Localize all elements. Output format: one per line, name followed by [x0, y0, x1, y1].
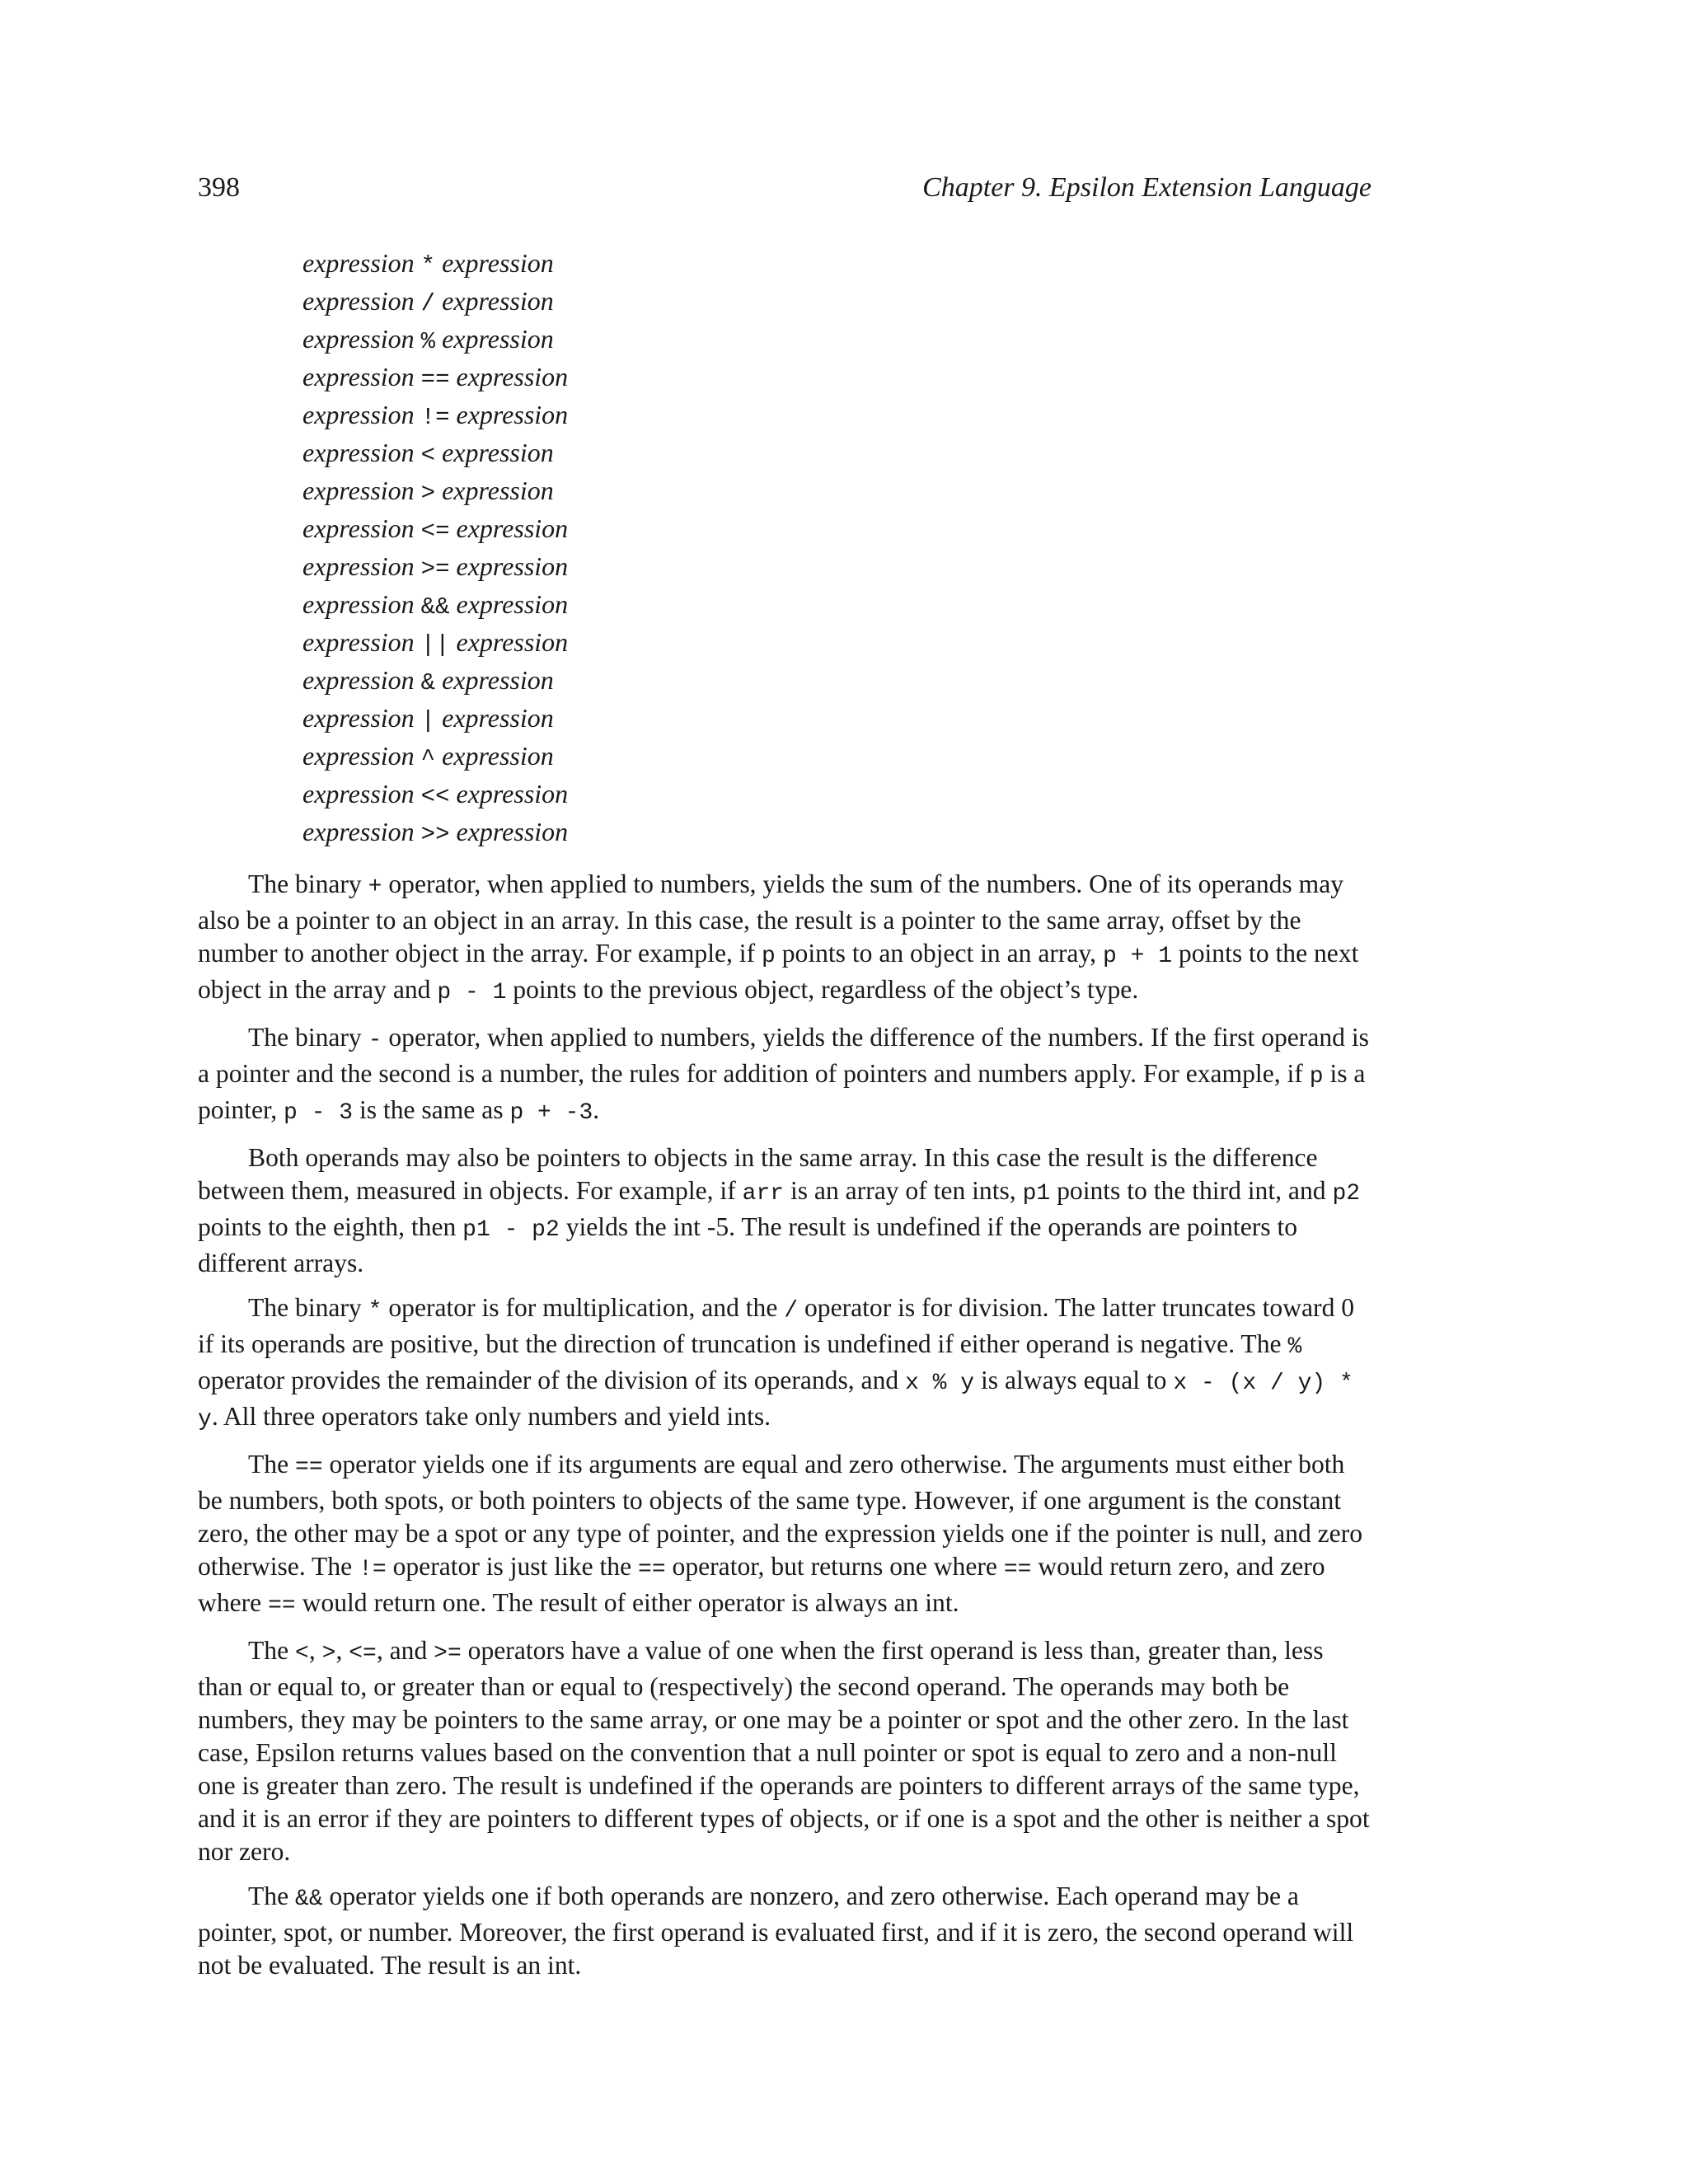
- text-run: points to the previous object, regardless of the object’s type.: [506, 975, 1139, 1004]
- text-run: .: [593, 1095, 600, 1124]
- operator-symbol: %: [420, 328, 436, 355]
- right-operand: expression: [456, 400, 569, 429]
- inline-code: p2: [1332, 1181, 1361, 1207]
- operator-symbol: <<: [420, 783, 450, 810]
- grammar-rule: [302, 244, 568, 282]
- text-run: The binary: [248, 1293, 368, 1322]
- text-run: yields the int -5. The result is undefined if the operands are pointers to different arrays.: [198, 1212, 1298, 1277]
- text-run: would return one. The result of either operator is always an int.: [295, 1588, 959, 1617]
- text-run: operator is for division. The latter truncates toward 0 if its operands are positive, but the direction of truncation is undefined if either operand is negative. The: [198, 1293, 1355, 1358]
- left-operand: expression: [302, 362, 415, 391]
- right-operand: expression: [456, 627, 569, 657]
- grammar-rule: [302, 699, 568, 737]
- grammar-rule: [302, 396, 568, 434]
- inline-code: x - (x / y) * y: [198, 1371, 1353, 1432]
- operator-symbol: ==: [420, 366, 450, 393]
- text-run: is the same as: [353, 1095, 510, 1124]
- text-run: Both operands may also be pointers to objects in the same array. In this case the result is the difference between them, measured in objects. For example, if: [198, 1143, 1318, 1205]
- inline-code: arr: [742, 1181, 785, 1207]
- body-paragraph: [198, 1021, 1372, 1130]
- text-run: operators have a value of one when the first operand is less than, greater than, less than or equal to, or greater than or equal to (respectively) the second operand. The operands may both be numbers, they may be pointers to the same array, or one may be a pointer or spot and the other zero. In the last case, Epsilon returns values based on the convention that a null pointer or spot is equal to zero and a non-null one is greater than zero. The result is undefined if the operands are pointers to different arrays of the same type, and it is an error if they are pointers to different types of objects, or if one is a spot and the other is neither a spot nor zero.: [198, 1636, 1370, 1866]
- right-operand: expression: [456, 362, 569, 391]
- operator-symbol: &: [420, 669, 436, 696]
- grammar-rule: [302, 775, 568, 813]
- right-operand: expression: [442, 665, 554, 695]
- right-operand: expression: [456, 779, 569, 808]
- inline-code: p: [1309, 1064, 1324, 1090]
- left-operand: expression: [302, 665, 415, 695]
- text-run: points to the third int, and: [1050, 1176, 1333, 1205]
- page-number: 398: [198, 172, 240, 203]
- right-operand: expression: [456, 551, 569, 581]
- inline-code: p - 3: [284, 1100, 354, 1126]
- left-operand: expression: [302, 627, 415, 657]
- right-operand: expression: [442, 248, 554, 278]
- left-operand: expression: [302, 324, 415, 354]
- left-operand: expression: [302, 779, 415, 808]
- right-operand: expression: [442, 438, 554, 467]
- inline-code: -: [368, 1028, 382, 1053]
- left-operand: expression: [302, 551, 415, 581]
- operator-symbol: <=: [420, 518, 450, 545]
- operator-symbol: |: [420, 707, 436, 734]
- body-paragraph: [198, 1448, 1372, 1623]
- text-run: operator, when applied to numbers, yields the difference of the numbers. If the first operand is a pointer and the second is a number, the rules for addition of pointers and numbers apply. For example, if: [198, 1023, 1369, 1088]
- inline-code: <: [295, 1641, 309, 1666]
- body-text: [198, 868, 1372, 1994]
- grammar-rule: [302, 358, 568, 396]
- body-paragraph: [198, 1141, 1372, 1280]
- inline-code: +: [368, 874, 382, 900]
- operator-symbol: ||: [420, 631, 450, 658]
- inline-code: ==: [268, 1593, 296, 1619]
- inline-code: p - 1: [437, 980, 507, 1005]
- operator-symbol: &&: [420, 593, 450, 621]
- operator-symbol: !=: [420, 404, 450, 431]
- right-operand: expression: [442, 741, 554, 771]
- text-run: operator is just like the: [386, 1552, 639, 1581]
- inline-code: !=: [359, 1557, 387, 1582]
- left-operand: expression: [302, 476, 415, 505]
- inline-code: %: [1287, 1334, 1302, 1360]
- text-run: ,: [335, 1636, 349, 1665]
- inline-code: x % y: [905, 1371, 975, 1396]
- text-run: . All three operators take only numbers and yield ints.: [211, 1402, 771, 1431]
- operator-symbol: <: [420, 442, 436, 469]
- body-paragraph: [198, 868, 1372, 1010]
- text-run: is a pointer,: [198, 1059, 1366, 1124]
- body-paragraph: [198, 1634, 1372, 1868]
- left-operand: expression: [302, 286, 415, 316]
- text-run: The binary: [248, 1023, 368, 1052]
- grammar-rule: [302, 471, 568, 509]
- grammar-rule: [302, 737, 568, 775]
- text-run: The: [248, 1450, 296, 1479]
- operator-symbol: >>: [420, 821, 450, 848]
- inline-code: *: [368, 1298, 382, 1324]
- text-run: operator provides the remainder of the division of its operands, and: [198, 1366, 906, 1394]
- operator-symbol: >: [420, 480, 436, 507]
- operator-symbol: ^: [420, 745, 436, 772]
- grammar-rule: [302, 623, 568, 661]
- grammar-rule: [302, 282, 568, 320]
- inline-code: /: [784, 1298, 799, 1324]
- text-run: operator yields one if its arguments are equal and zero otherwise. The arguments must either both be numbers, both spots, or both pointers to objects of the same type. However, if one argument is the constant zero, the other may be a spot or any type of pointer, and the expression yields one if the pointer is null, and zero otherwise. The: [198, 1450, 1363, 1581]
- text-run: operator, but returns one where: [665, 1552, 1004, 1581]
- inline-code: ==: [295, 1455, 323, 1480]
- right-operand: expression: [442, 476, 554, 505]
- text-run: points to an object in an array,: [775, 939, 1103, 968]
- inline-code: <=: [349, 1641, 377, 1666]
- left-operand: expression: [302, 438, 415, 467]
- left-operand: expression: [302, 400, 415, 429]
- left-operand: expression: [302, 817, 415, 846]
- page-header: [198, 168, 1372, 208]
- running-head: Chapter 9. Epsilon Extension Language: [922, 172, 1372, 203]
- right-operand: expression: [442, 324, 554, 354]
- inline-code: >=: [434, 1641, 462, 1666]
- inline-code: p1 - p2: [462, 1217, 560, 1243]
- right-operand: expression: [442, 703, 554, 733]
- text-run: points to the next object in the array and: [198, 939, 1359, 1004]
- inline-code: ==: [638, 1557, 666, 1582]
- text-run: ,: [308, 1636, 322, 1665]
- grammar-rules: [302, 244, 568, 851]
- grammar-rule: [302, 661, 568, 699]
- left-operand: expression: [302, 513, 415, 543]
- right-operand: expression: [442, 286, 554, 316]
- text-run: is always equal to: [974, 1366, 1174, 1394]
- operator-symbol: *: [420, 252, 436, 279]
- body-paragraph: [198, 1291, 1372, 1436]
- inline-code: ==: [1003, 1557, 1032, 1582]
- right-operand: expression: [456, 513, 569, 543]
- grammar-rule: [302, 585, 568, 623]
- inline-code: p1: [1022, 1181, 1051, 1207]
- text-run: The: [248, 1636, 296, 1665]
- body-paragraph: [198, 1880, 1372, 1982]
- inline-code: p: [762, 944, 776, 969]
- text-run: operator is for multiplication, and the: [382, 1293, 785, 1322]
- operator-symbol: /: [420, 290, 436, 317]
- inline-code: p + 1: [1102, 944, 1172, 969]
- text-run: operator, when applied to numbers, yields the sum of the numbers. One of its operands may also be a pointer to an object in an array. In this case, the result is a pointer to the same array, offset by the number to another object in the array. For example, if: [198, 869, 1344, 968]
- inline-code: >: [321, 1641, 336, 1666]
- text-run: , and: [376, 1636, 434, 1665]
- text-run: is an array of ten ints,: [784, 1176, 1023, 1205]
- text-run: operator yields one if both operands are nonzero, and zero otherwise. Each operand may be a pointer, spot, or number. Moreover, the first operand is evaluated first, and if it is zero, the second operand will not be evaluated. The result is an int.: [198, 1882, 1354, 1980]
- left-operand: expression: [302, 741, 415, 771]
- text-run: The: [248, 1882, 296, 1910]
- left-operand: expression: [302, 703, 415, 733]
- inline-code: p + -3: [509, 1100, 593, 1126]
- inline-code: &&: [295, 1886, 323, 1912]
- grammar-rule: [302, 434, 568, 471]
- right-operand: expression: [456, 589, 569, 619]
- right-operand: expression: [456, 817, 569, 846]
- grammar-rule: [302, 320, 568, 358]
- text-run: would return zero, and zero where: [198, 1552, 1325, 1617]
- grammar-rule: [302, 547, 568, 585]
- grammar-rule: [302, 509, 568, 547]
- text-run: The binary: [248, 869, 368, 898]
- text-run: points to the eighth, then: [198, 1212, 463, 1241]
- operator-symbol: >=: [420, 555, 450, 583]
- left-operand: expression: [302, 248, 415, 278]
- grammar-rule: [302, 813, 568, 851]
- left-operand: expression: [302, 589, 415, 619]
